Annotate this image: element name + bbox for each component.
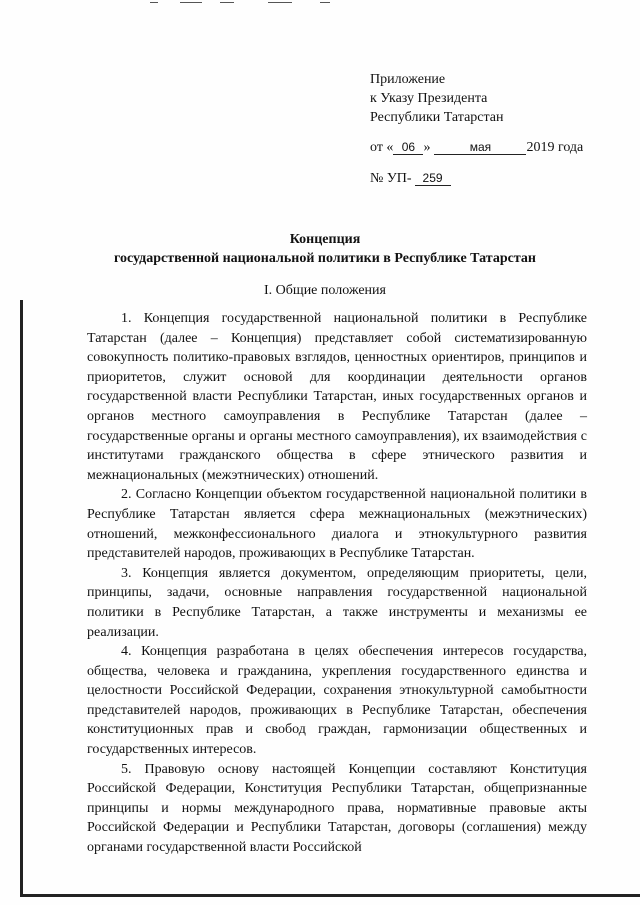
title-line-1: Концепция	[289, 232, 361, 247]
decree-number	[370, 169, 620, 188]
scan-left-border	[20, 300, 23, 896]
paragraph-1: 1. Концепция государственной национальной политики в Республике Татарстан (далее – Концепция) представляет собой систематизированную совокупность политико-правовых взглядов, ценностных ориентиров, принципов и приоритетов, служит основой для координации деятельности органов государственной власти Республики Татарстан, иных государственных органов и органов местного самоуправления в Республике Татарстан (далее – государственные органы и органы местного самоуправления), их взаимодействия с институтами гражданского общества в сфере этнического развития и межнациональных (межэтнических) отношений.	[87, 311, 587, 483]
date-prefix: от «	[370, 140, 394, 155]
date-month: мая	[434, 140, 526, 155]
paragraph-4: 4. Концепция разработана в целях обеспечения интересов государства, общества, человека и гражданина, укрепления государственного единства и целостности Российской Федерации, сохранения этнокультурной самобытности представителей народов, проживающих в Республике Татарстан, обеспечения конституционных прав и свобод граждан, гармонизации общественных и государственных интересов.	[87, 644, 587, 758]
appendix-block	[370, 70, 620, 188]
scan-top-marks	[150, 0, 390, 6]
date-day: 06	[393, 140, 423, 155]
appendix-line-2: к Указу Президента	[370, 91, 488, 106]
paragraph-3: 3. Концепция является документом, определяющим приоритеты, цели, принципы, задачи, основные направления государственной национальной политики в Республике Татарстан, а также инструменты и механизмы ее реализации.	[87, 565, 587, 640]
document-body	[87, 309, 587, 858]
appendix-line-3: Республики Татарстан	[370, 110, 504, 125]
title-line-2: государственной национальной политики в Республике Татарстан	[114, 251, 536, 266]
number-prefix: № УП-	[370, 171, 412, 186]
appendix-line-1: Приложение	[370, 72, 446, 87]
date-mid: »	[423, 140, 431, 155]
paragraph-2: 2. Согласно Концепции объектом государственной национальной политики в Республике Татарстан является сфера межнациональных (межэтнических) отношений, межконфессионального диалога и этнокультурного развития представителей народов, проживающих в Республике Татарстан.	[87, 487, 587, 562]
paragraph-5: 5. Правовую основу настоящей Концепции составляют Конституция Российской Федерации, Конституция Республики Татарстан, общепризнанные принципы и нормы международного права, нормативные правовые акты Российской Федерации и Республики Татарстан, договоры (соглашения) между органами государственной власти Российской	[87, 761, 587, 856]
scan-bottom-border	[20, 894, 640, 897]
number-value: 259	[415, 171, 451, 186]
date-year: 2019 года	[526, 140, 584, 155]
document-title	[60, 230, 590, 268]
decree-date	[370, 138, 620, 157]
section-heading: I. Общие положения	[264, 283, 386, 298]
